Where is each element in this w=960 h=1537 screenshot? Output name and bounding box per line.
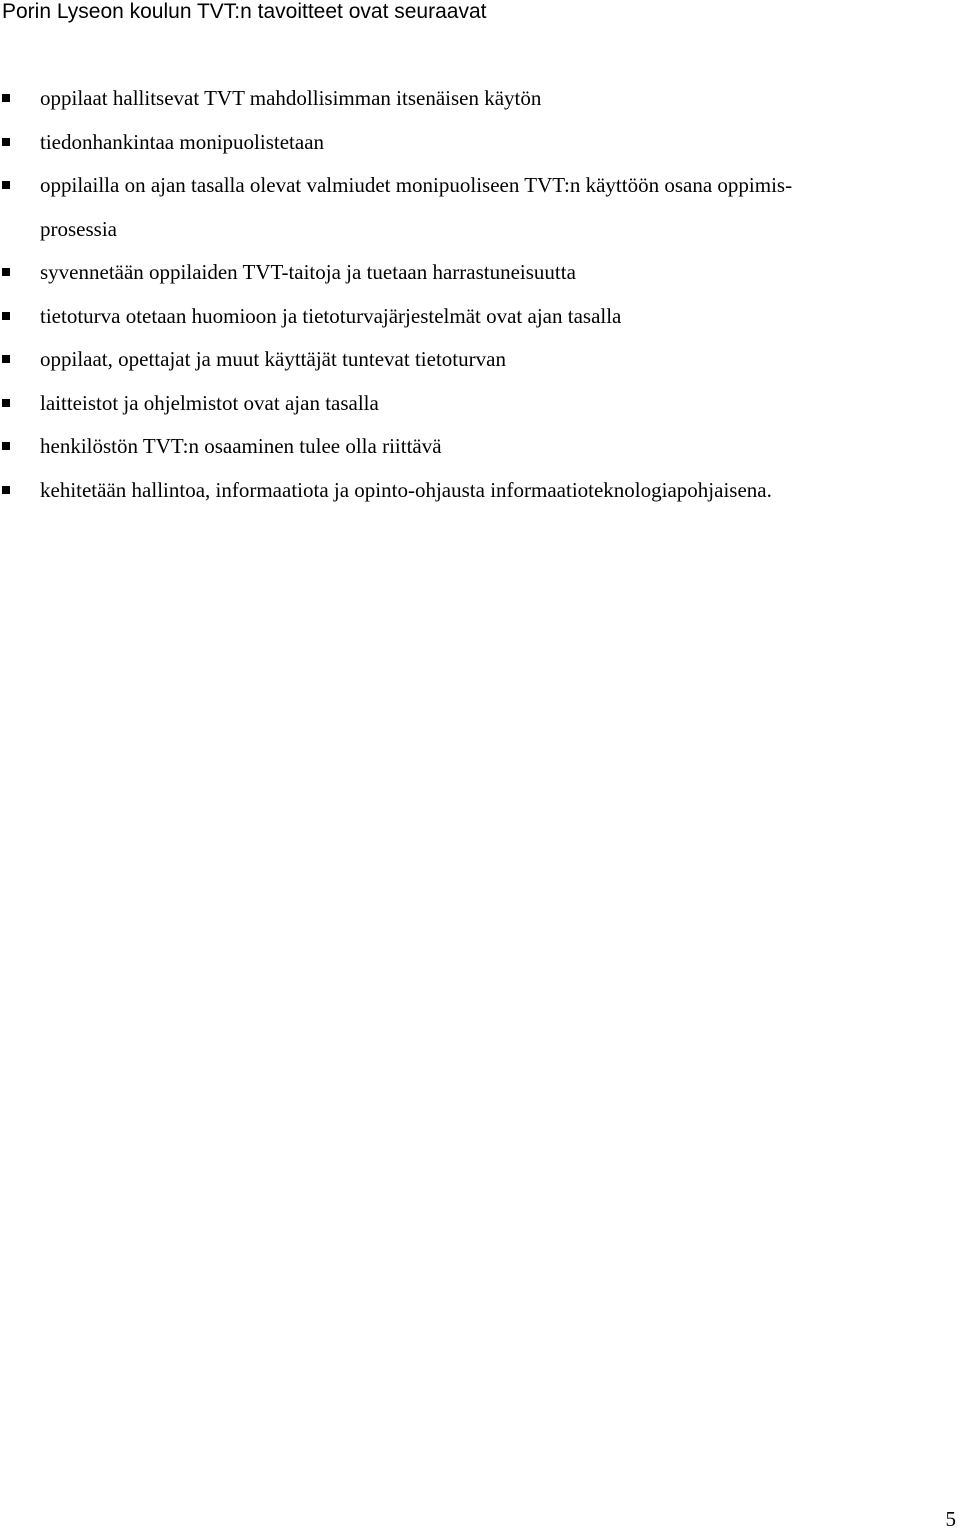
list-item: [0, 77, 960, 121]
square-bullet-icon: [2, 399, 10, 407]
list-item: [0, 425, 960, 469]
square-bullet-icon: [2, 138, 10, 146]
list-item: [0, 382, 960, 426]
square-bullet-icon: [2, 355, 10, 363]
list-item-text: syvennetään oppilaiden TVT-taitoja ja tuetaan harrastuneisuutta: [40, 260, 576, 284]
list-item: [0, 121, 960, 165]
goals-list: [0, 77, 960, 512]
square-bullet-icon: [2, 312, 10, 320]
square-bullet-icon: [2, 94, 10, 102]
list-item-text: oppilaat hallitsevat TVT mahdollisimman itsenäisen käytön: [40, 86, 542, 110]
page-number: 5: [945, 1507, 956, 1531]
list-item-text: laitteistot ja ohjelmistot ovat ajan tasalla: [40, 390, 379, 415]
square-bullet-icon: [2, 268, 10, 276]
list-item-text: [40, 164, 792, 251]
list-item: [0, 164, 960, 251]
square-bullet-icon: [2, 486, 10, 494]
list-item-text-line-2: prosessia: [40, 216, 117, 241]
list-item: [0, 338, 960, 382]
list-item-text-line-1: oppilailla on ajan tasalla olevat valmiudet monipuoliseen TVT:n käyttöön osana oppimis-: [40, 173, 793, 197]
square-bullet-icon: [2, 442, 10, 450]
list-item: [0, 251, 960, 295]
square-bullet-icon: [2, 181, 10, 189]
list-item: [0, 469, 960, 513]
list-item-text: tiedonhankintaa monipuolistetaan: [40, 129, 325, 154]
list-item-text: henkilöstön TVT:n osaaminen tulee olla riittävä: [40, 434, 442, 458]
list-item-text: tietoturva otetaan huomioon ja tietoturvajärjestelmät ovat ajan tasalla: [40, 303, 622, 328]
list-item: [0, 295, 960, 339]
list-item-text: kehitetään hallintoa, informaatiota ja opinto-ohjausta informaatioteknologiapohjaisena.: [40, 477, 772, 502]
page-title: Porin Lyseon koulun TVT:n tavoitteet ovat seuraavat: [2, 0, 487, 23]
list-item-text: oppilaat, opettajat ja muut käyttäjät tuntevat tietoturvan: [40, 347, 506, 371]
